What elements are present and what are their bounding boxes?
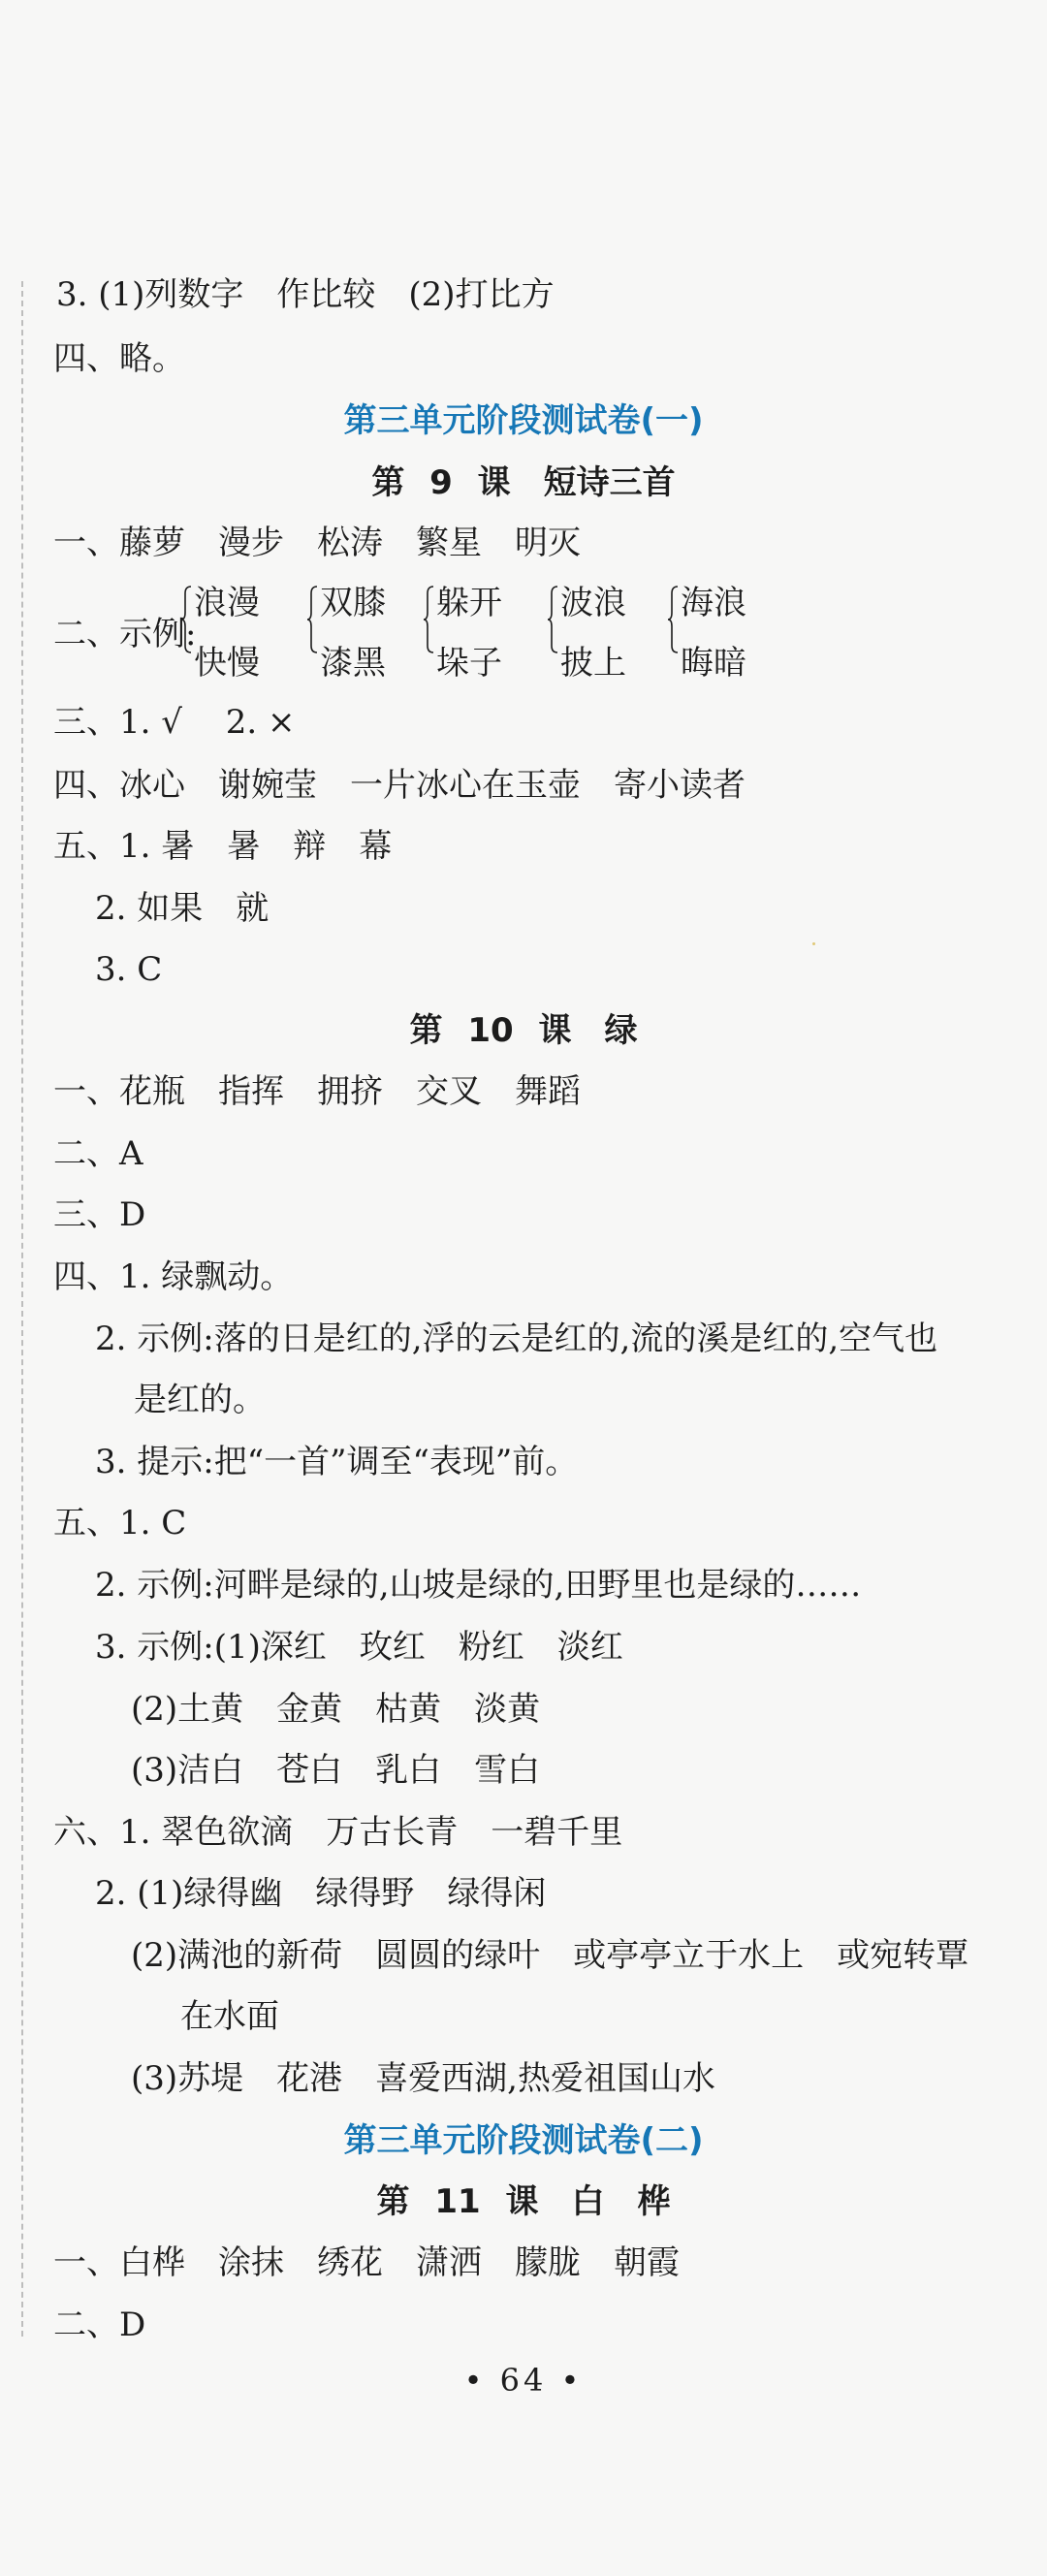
answer-line: 3. 提示:把“一首”调至“表现”前。 bbox=[95, 1443, 579, 1481]
answer-line: 3. 示例:(1)深红 玫红 粉红 淡红 bbox=[95, 1628, 623, 1667]
brace-icon bbox=[667, 586, 679, 653]
section-title-unit3-test1: 第三单元阶段测试卷(一) bbox=[343, 401, 704, 440]
brace-word-bottom: 快慢 bbox=[194, 644, 260, 683]
answer-line-prefix: 二、示例: bbox=[53, 615, 197, 653]
brace-word-top: 双膝 bbox=[320, 584, 386, 622]
answer-line: 三、D bbox=[53, 1195, 146, 1234]
answer-line: (2)土黄 金黄 枯黄 淡黄 bbox=[131, 1690, 541, 1729]
answer-line: 2. (1)绿得幽 绿得野 绿得闲 bbox=[95, 1874, 547, 1913]
brace-word-bottom: 漆黑 bbox=[320, 644, 386, 683]
answer-line: 二、D bbox=[53, 2306, 146, 2344]
brace-icon bbox=[306, 586, 318, 653]
brace-icon bbox=[180, 586, 192, 653]
answer-line: 一、藤萝 漫步 松涛 繁星 明灭 bbox=[53, 524, 581, 562]
answer-line: 四、1. 绿飘动。 bbox=[53, 1257, 294, 1296]
brace-word-bottom: 垛子 bbox=[436, 644, 502, 683]
answer-line: 3. C bbox=[95, 950, 163, 989]
brace-icon bbox=[547, 586, 558, 653]
answer-line: 一、花瓶 指挥 拥挤 交叉 舞蹈 bbox=[53, 1072, 581, 1111]
page-number: • 64 • bbox=[463, 2362, 584, 2399]
answer-line: 六、1. 翠色欲滴 万古长青 一碧千里 bbox=[53, 1813, 623, 1852]
section-title-unit3-test2: 第三单元阶段测试卷(二) bbox=[343, 2121, 704, 2160]
answer-line: 一、白桦 涂抹 绣花 潇洒 朦胧 朝霞 bbox=[53, 2243, 680, 2282]
brace-word-top: 躲开 bbox=[436, 584, 502, 622]
answer-line: 是红的。 bbox=[134, 1381, 266, 1419]
brace-word-top: 波浪 bbox=[560, 584, 626, 622]
answer-line: 四、冰心 谢婉莹 一片冰心在玉壶 寄小读者 bbox=[53, 766, 746, 805]
speck bbox=[812, 942, 815, 945]
binding-margin-line bbox=[21, 281, 23, 2337]
answer-line: (2)满池的新荷 圆圆的绿叶 或亭亭立于水上 或宛转覃 bbox=[131, 1936, 969, 1975]
answer-line: 五、1. C bbox=[53, 1504, 187, 1542]
brace-word-bottom: 披上 bbox=[560, 644, 626, 683]
answer-line: 2. 示例:河畔是绿的,山坡是绿的,田野里也是绿的…… bbox=[95, 1566, 862, 1605]
answer-line: 3. (1)列数字 作比较 (2)打比方 bbox=[56, 275, 555, 314]
answer-line: 2. 如果 就 bbox=[95, 889, 270, 928]
lesson-title-9: 第 9 课 短诗三首 bbox=[371, 463, 676, 502]
brace-word-bottom: 晦暗 bbox=[681, 644, 746, 683]
answer-line: 在水面 bbox=[180, 1997, 279, 2036]
brace-icon bbox=[423, 586, 434, 653]
answer-line: 2. 示例:落的日是红的,浮的云是红的,流的溪是红的,空气也 bbox=[95, 1320, 938, 1358]
answer-line: 三、1. √ 2. × bbox=[53, 703, 296, 742]
lesson-title-10: 第 10 课 绿 bbox=[409, 1011, 638, 1050]
answer-line: (3)洁白 苍白 乳白 雪白 bbox=[131, 1751, 541, 1790]
answer-line: 五、1. 暑 暑 辩 幕 bbox=[53, 827, 393, 866]
brace-word-top: 浪漫 bbox=[194, 584, 260, 622]
brace-word-top: 海浪 bbox=[681, 584, 746, 622]
answer-line: (3)苏堤 花港 喜爱西湖,热爱祖国山水 bbox=[131, 2059, 715, 2098]
lesson-title-11: 第 11 课 白 桦 bbox=[376, 2182, 671, 2221]
answer-line: 二、A bbox=[53, 1134, 143, 1173]
answer-line: 四、略。 bbox=[53, 339, 185, 378]
